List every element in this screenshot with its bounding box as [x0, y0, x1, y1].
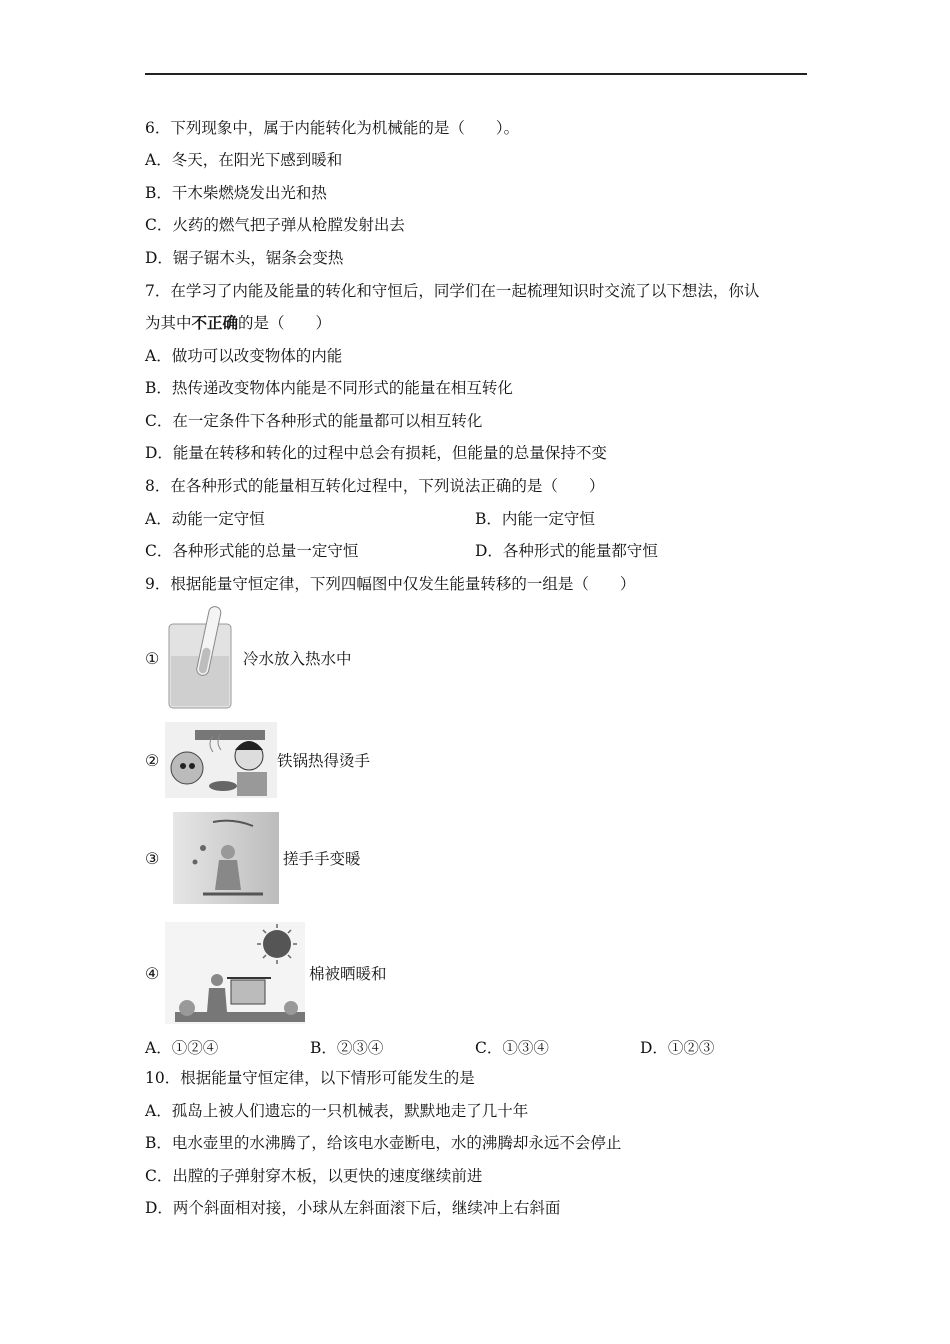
- question-7-stem-line2: [145, 313, 331, 333]
- question-9-stem: 9．根据能量守恒定律，下列四幅图中仅发生能量转移的一组是（ ）: [145, 575, 636, 593]
- question-8-option-d: D．各种形式的能量都守恒: [475, 542, 658, 560]
- hot-pot-cartoon-icon: [165, 722, 277, 798]
- figure-4: [145, 922, 387, 1024]
- question-10-stem: 10．根据能量守恒定律，以下情形可能发生的是: [145, 1069, 475, 1087]
- question-10-option-a: A．孤岛上被人们遗忘的一只机械表，默默地走了几十年: [145, 1102, 529, 1120]
- question-6-option-d: D．锯子锯木头，锯条会变热: [145, 249, 344, 267]
- figure-3-number: ③: [145, 848, 160, 868]
- question-9-option-b: B．②③④: [310, 1039, 384, 1057]
- question-7-option-a: A．做功可以改变物体的内能: [145, 347, 343, 365]
- question-6-option-c: C．火药的燃气把子弹从枪膛发射出去: [145, 216, 405, 234]
- figure-4-caption: 棉被晒暖和: [309, 965, 387, 983]
- question-8-option-a: A．动能一定守恒: [145, 510, 265, 528]
- figure-4-number: ④: [145, 963, 160, 983]
- figure-3-caption: 搓手手变暖: [283, 850, 361, 868]
- question-9-option-c: C．①③④: [475, 1039, 549, 1057]
- figure-2: [145, 722, 370, 798]
- question-9-option-a: A．①②④: [145, 1039, 219, 1057]
- question-10-option-b: B．电水壶里的水沸腾了，给该电水壶断电，水的沸腾却永远不会停止: [145, 1134, 622, 1152]
- question-6-option-a: A．冬天，在阳光下感到暖和: [145, 151, 343, 169]
- quilt-sun-icon: [165, 922, 305, 1024]
- question-7-stem-pre: 为其中: [145, 314, 192, 332]
- question-9-option-d: D．①②③: [640, 1039, 715, 1057]
- question-6-option-b: B．干木柴燃烧发出光和热: [145, 184, 327, 202]
- figure-2-caption: 铁锅热得烫手: [277, 752, 371, 770]
- question-8-stem: 8．在各种形式的能量相互转化过程中，下列说法正确的是（ ）: [145, 477, 605, 495]
- question-8-option-b: B．内能一定守恒: [475, 510, 595, 528]
- question-7-stem-line1: 7．在学习了内能及能量的转化和守恒后，同学们在一起梳理知识时交流了以下想法，你认: [145, 282, 760, 300]
- question-10-option-d: D．两个斜面相对接，小球从左斜面滚下后，继续冲上右斜面: [145, 1199, 561, 1217]
- figure-1-number: ①: [145, 648, 160, 668]
- question-7-option-d: D．能量在转移和转化的过程中总会有损耗，但能量的总量保持不变: [145, 444, 607, 462]
- header-rule: [145, 73, 807, 75]
- figure-1-caption: 冷水放入热水中: [243, 650, 352, 668]
- question-7-option-b: B．热传递改变物体内能是不同形式的能量在相互转化: [145, 379, 513, 397]
- question-6-stem: 6．下列现象中，属于内能转化为机械能的是（ ）。: [145, 119, 520, 137]
- question-7-stem-post: 的是（ ）: [238, 314, 332, 332]
- beaker-test-tube-icon: [165, 604, 237, 712]
- question-10-option-c: C．出膛的子弹射穿木板，以更快的速度继续前进: [145, 1167, 483, 1185]
- winter-person-icon: [173, 812, 279, 904]
- figure-1: [145, 604, 352, 712]
- figure-3: [145, 812, 361, 904]
- question-7-emphasis: 不正确: [191, 313, 239, 332]
- question-7-option-c: C．在一定条件下各种形式的能量都可以相互转化: [145, 412, 483, 430]
- figure-2-number: ②: [145, 750, 160, 770]
- question-8-option-c: C．各种形式能的总量一定守恒: [145, 542, 359, 560]
